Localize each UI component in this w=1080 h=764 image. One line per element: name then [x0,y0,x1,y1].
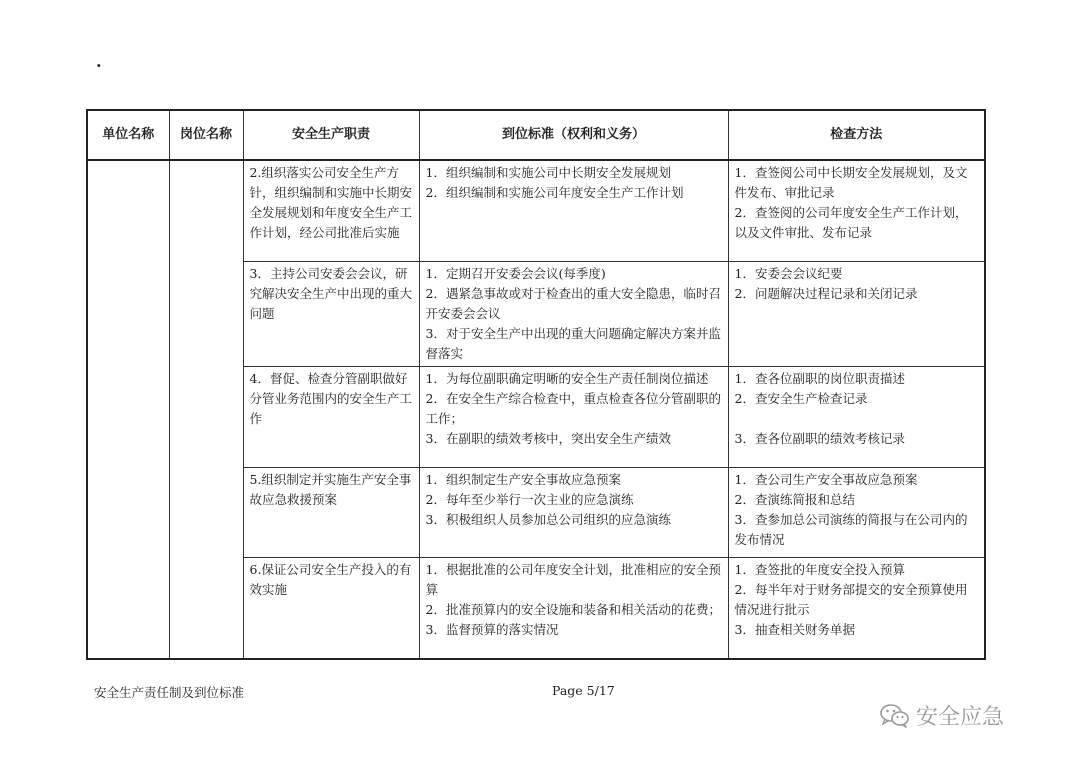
watermark-text: 安全应急 [916,705,1005,730]
table-header-row [87,110,985,160]
standard-item: 1．根据批准的公司年度安全计划，批准相应的安全预算 [425,561,721,597]
standard-item: 2．遇紧急事故或对于检查出的重大安全隐患，临时召开安委会会议 [425,285,721,321]
method-item: 1．查各位副职的岗位职责描述 [734,370,905,386]
method-item: 2．问题解决过程记录和关闭记录 [734,285,918,301]
wechat-icon [880,703,910,729]
standard-item: 1．组织制定生产安全事故应急预案 [425,471,621,487]
method-spacer [735,409,979,429]
method-item: 2．查演练简报和总结 [734,491,855,507]
standard-item: 2．组织编制和实施公司年度安全生产工作计划 [425,185,684,200]
footer-page-number: Page 5/17 [552,683,615,698]
method-item: 1．查签批的年度安全投入预算 [734,561,905,577]
standard-cell [419,261,728,366]
standard-cell [419,160,728,261]
standard-item: 3．对于安全生产中出现的重大问题确定解决方案并监督落实 [425,325,721,361]
standard-cell [419,557,728,659]
responsibility-cell: 6.保证公司安全生产投入的有效实施 [243,557,419,659]
method-cell [728,366,985,467]
responsibility-cell: 2.组织落实公司安全生产方针，组织编制和实施中长期安全发展规划和年度安全生产工作计划，经公司批准后实施 [243,160,419,261]
responsibility-cell: 4．督促、检查分管副职做好分管业务范围内的安全生产工作 [243,366,419,467]
method-item: 3．抽查相关财务单据 [734,621,855,637]
method-item: 1．查公司生产安全事故应急预案 [734,471,918,487]
standard-item: 3．在副职的绩效考核中，突出安全生产绩效 [425,430,671,446]
standard-item: 3．积极组织人员参加总公司组织的应急演练 [425,511,671,527]
method-item: 2．查签阅的公司年度安全生产工作计划，以及文件审批、发布记录 [734,205,968,240]
standard-item: 1．定期召开安委会会议(每季度) [425,265,606,281]
standard-item: 3．监督预算的落实情况 [425,621,559,637]
standard-item: 1．为每位副职确定明晰的安全生产责任制岗位描述 [425,370,709,386]
method-cell [728,160,985,261]
method-cell [728,467,985,557]
header-unit-name: 单位名称 [87,110,169,160]
standard-item: 2．每年至少举行一次主业的应急演练 [425,491,634,507]
responsibility-cell: 5.组织制定并实施生产安全事故应急救援预案 [243,467,419,557]
header-responsibility: 安全生产职责 [243,110,419,160]
standard-item: 1．组织编制和实施公司中长期安全发展规划 [425,165,671,180]
post-name-cell [169,160,243,659]
standard-cell [419,467,728,557]
footer-doc-title: 安全生产责任制及到位标准 [94,685,245,700]
unit-name-cell [87,160,169,659]
method-item: 1．安委会会议纪要 [734,265,843,281]
table-row [87,160,985,261]
method-item: 2．每半年对于财务部提交的安全预算使用情况进行批示 [734,581,968,617]
header-post-name: 岗位名称 [169,110,243,160]
watermark [880,700,1004,731]
standard-cell [419,366,728,467]
page-mark: . [96,52,102,71]
header-check-method: 检查方法 [728,110,985,160]
duty-table [86,109,986,660]
standard-item: 2．批准预算内的安全设施和装备和相关活动的花费； [425,601,721,617]
responsibility-cell: 3．主持公司安委会会议，研究解决安全生产中出现的重大问题 [243,261,419,366]
method-cell [728,557,985,659]
standard-item: 2．在安全生产综合检查中，重点检查各位分管副职的工作； [425,390,721,426]
header-standard: 到位标准（权利和义务） [419,110,728,160]
method-item: 1．查签阅公司中长期安全发展规划，及文件发布、审批记录 [734,165,968,200]
method-cell [728,261,985,366]
method-item: 3．查参加总公司演练的简报与在公司内的发布情况 [734,511,968,547]
method-item: 2．查安全生产检查记录 [734,390,868,406]
method-item: 3．查各位副职的绩效考核记录 [734,430,905,446]
